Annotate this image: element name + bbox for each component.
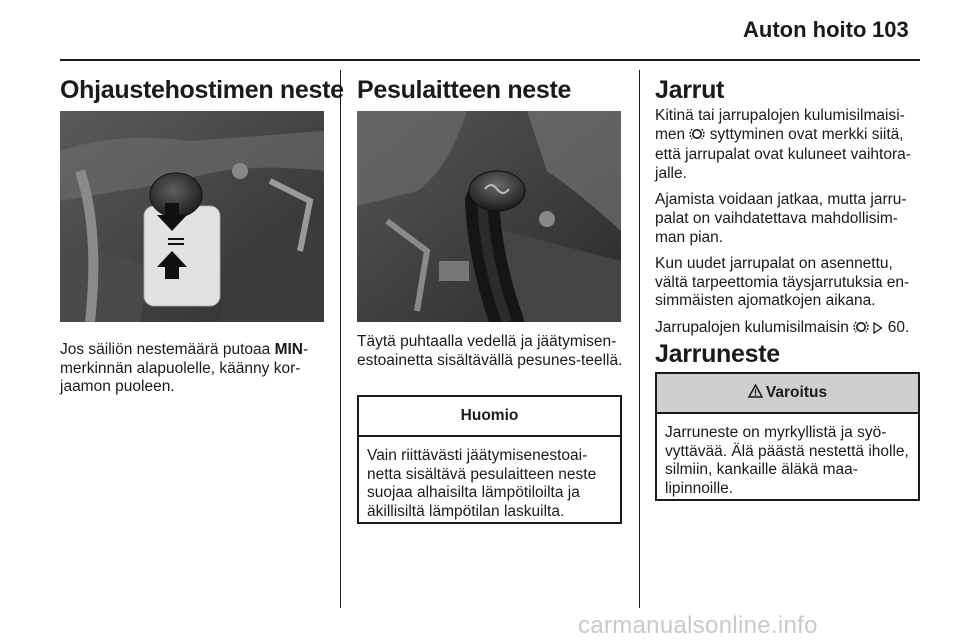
notice-body: Vain riittävästi jäätymisenestoai-netta sisältävä pesulaitteen neste suojaa alhaisilta lämpötiloilta ja äkillisiltä lämpötilan laskuilta. [367, 447, 597, 520]
min-mark-label: MIN [274, 341, 303, 358]
notice-box [357, 395, 622, 524]
page-reference-link[interactable]: 60. [887, 318, 910, 336]
brakes-para-3: Kun uudet jarrupalat on asennettu, vältä tarpeettomia täysjarrutuksia en-simmäisten ajomatkojen aikana. [655, 255, 910, 310]
page-header-title: Auton hoito [743, 17, 867, 42]
power-steering-reservoir-photo [60, 111, 324, 322]
warning-box [655, 372, 920, 501]
header-rule [60, 59, 920, 61]
section-heading-washer-fluid: Pesulaitteen neste [357, 76, 572, 104]
brakes-para-2: Ajamista voidaan jatkaa, mutta jarru-palat on vaihdatettava mahdollisim-man pian. [655, 191, 907, 246]
brake-wear-indicator-icon [689, 127, 705, 147]
section-heading-brake-fluid: Jarruneste [655, 340, 780, 368]
watermark: carmanualsonline.info [578, 612, 818, 639]
column-divider [639, 70, 640, 608]
brakes-para-4: Jarrupalojen kulumisilmaisin 60. [655, 319, 925, 340]
brake-wear-indicator-icon [853, 320, 869, 340]
power-steering-text: Jos säiliön nestemäärä putoaa MIN-merkinnän alapuolelle, käänny kor-jaamon puoleen. [60, 341, 309, 396]
column-divider [340, 70, 341, 608]
warning-title: Varoitus [657, 374, 918, 414]
washer-fluid-reservoir-photo [357, 111, 621, 322]
warning-triangle-icon [748, 384, 763, 403]
brakes-text [655, 107, 925, 348]
section-heading-brakes: Jarrut [655, 76, 725, 104]
brakes-para-1: Kitinä tai jarrupalojen kulumisilmaisi-men syttyminen ovat merkki siitä, että jarrupalat ovat kuluneet vaihtora-jalle. [655, 107, 911, 182]
page-number: 103 [872, 17, 909, 42]
notice-title: Huomio [359, 397, 620, 437]
warning-body: Jarruneste on myrkyllistä ja syö-vyttävää. Älä päästä nestettä iholle, silmiin, kankaille äläkä maa-lipinnoille. [665, 424, 909, 497]
washer-fluid-text: Täytä puhtaalla vedellä ja jäätymisen-estoainetta sisältävällä pesunes-teellä. [357, 333, 623, 369]
page-reference-arrow-icon [873, 321, 883, 340]
section-heading-power-steering: Ohjaustehostimen neste [60, 76, 344, 104]
